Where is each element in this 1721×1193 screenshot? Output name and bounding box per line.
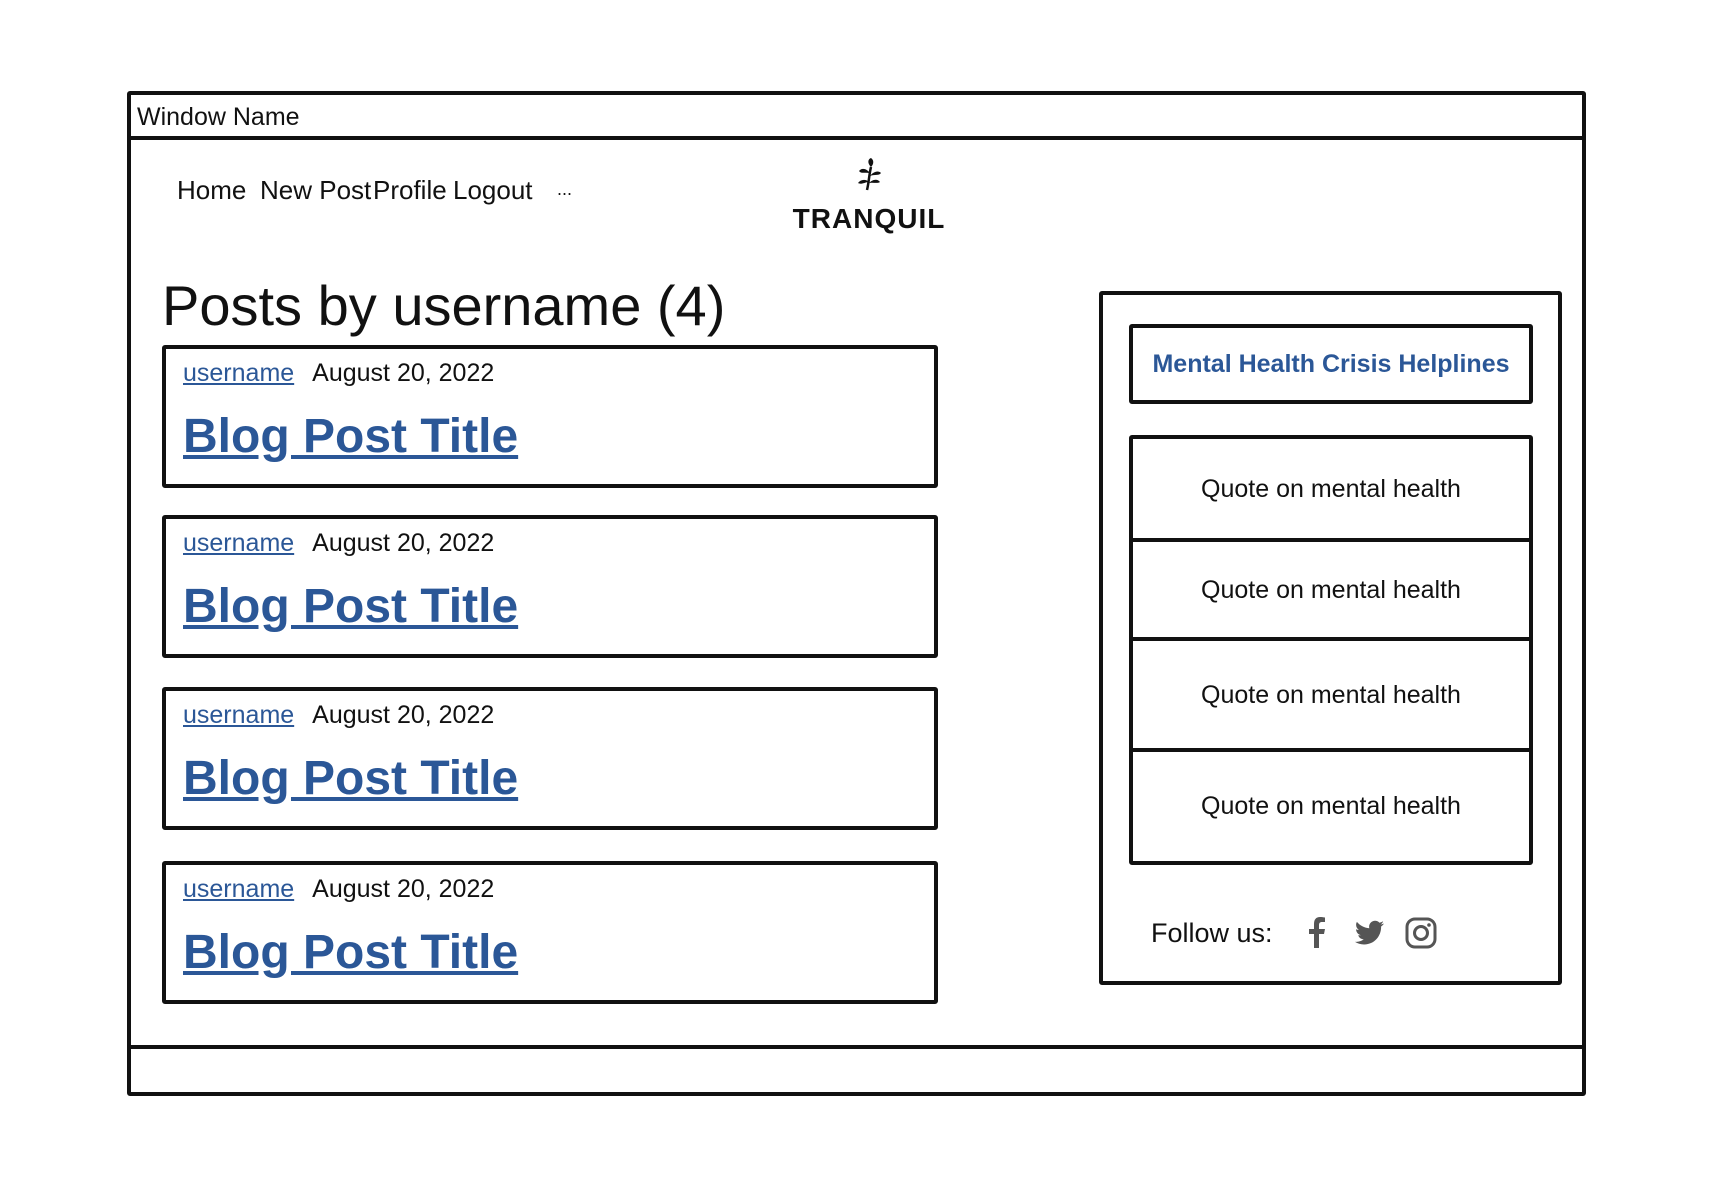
nav-home-link[interactable]: Home: [177, 175, 247, 205]
nav-more-link[interactable]: ...: [557, 179, 573, 199]
post-meta: [183, 359, 494, 388]
post-card: [162, 687, 938, 830]
post-date: August 20, 2022: [312, 359, 495, 387]
post-title-link[interactable]: Blog Post Title: [183, 580, 519, 633]
post-meta: [183, 875, 494, 904]
nav-profile-link[interactable]: Profile: [373, 175, 447, 205]
post-meta: [183, 701, 494, 730]
post-author-link[interactable]: username: [183, 875, 295, 903]
quote-item: Quote on mental health: [1133, 641, 1529, 752]
brand-logo[interactable]: [779, 157, 959, 235]
post-title-link[interactable]: Blog Post Title: [183, 752, 519, 805]
post-card: [162, 515, 938, 658]
quote-item: Quote on mental health: [1133, 439, 1529, 542]
brand-name: TRANQUIL: [792, 203, 946, 234]
post-title-link[interactable]: Blog Post Title: [183, 410, 519, 463]
twitter-icon[interactable]: [1351, 915, 1387, 951]
page-title: Posts by username (4): [162, 274, 726, 337]
follow-us-label: Follow us:: [1151, 918, 1273, 948]
app-window: [127, 91, 1586, 1096]
window-statusbar: [131, 1045, 1582, 1092]
nav-logout-link[interactable]: Logout: [453, 175, 533, 205]
quotes-list: [1129, 435, 1533, 865]
post-date: August 20, 2022: [312, 529, 495, 557]
post-author-link[interactable]: username: [183, 701, 295, 729]
post-title-link[interactable]: Blog Post Title: [183, 926, 519, 979]
crisis-helplines-button[interactable]: Mental Health Crisis Helplines: [1129, 324, 1533, 404]
facebook-icon[interactable]: [1299, 915, 1335, 951]
post-card: [162, 345, 938, 488]
quote-item: Quote on mental health: [1133, 542, 1529, 641]
window-title: Window Name: [137, 103, 300, 131]
post-date: August 20, 2022: [312, 875, 495, 903]
post-date: August 20, 2022: [312, 701, 495, 729]
post-author-link[interactable]: username: [183, 529, 295, 557]
window-titlebar: [131, 95, 1582, 140]
sidebar: [1099, 291, 1562, 985]
post-author-link[interactable]: username: [183, 359, 295, 387]
post-card: [162, 861, 938, 1004]
nav-new-post-link[interactable]: New Post: [260, 175, 372, 205]
quote-item: Quote on mental health: [1201, 792, 1461, 820]
post-meta: [183, 529, 494, 558]
leaf-sprig-icon: [854, 157, 884, 191]
instagram-icon[interactable]: [1403, 915, 1439, 951]
